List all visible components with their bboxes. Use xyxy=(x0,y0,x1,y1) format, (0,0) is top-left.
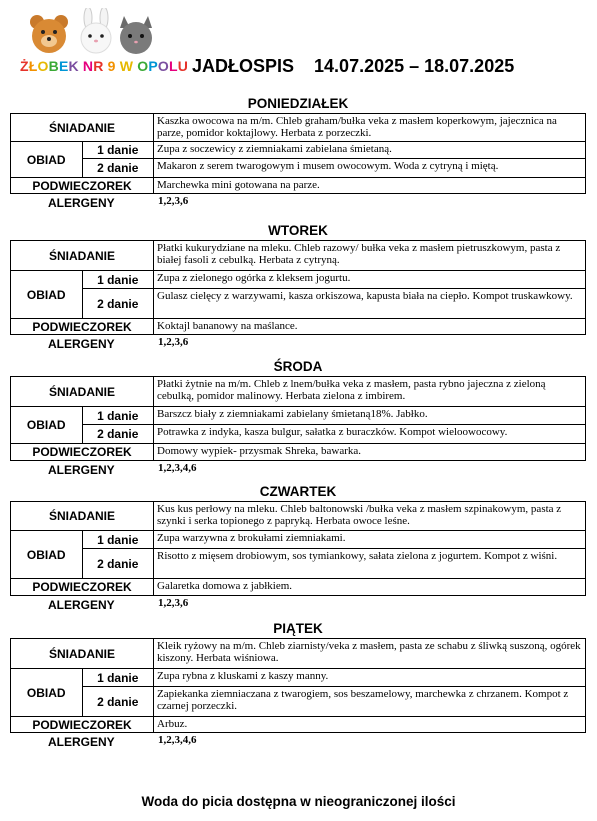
day-section-tuesday xyxy=(10,221,586,352)
allergens-label: ALERGENY xyxy=(48,598,115,612)
day-name: WTOREK xyxy=(268,223,328,238)
day-section-friday xyxy=(10,619,586,750)
snack-text: Arbuz. xyxy=(154,717,586,733)
animal-faces-icon xyxy=(20,8,170,58)
logo-letter: O xyxy=(37,58,49,74)
allergens-value: 1,2,3,6 xyxy=(158,336,189,348)
lunch-label: OBIAD xyxy=(11,531,83,579)
day-section-thursday xyxy=(10,482,586,613)
course2-text: Gulasz cielęcy z warzywami, kasza orkiszowa, kapusta biała na ciepło. Kompot truskawkowy. xyxy=(154,289,586,319)
footer-note: Woda do picia dostępna w nieograniczonej ilości xyxy=(141,794,456,809)
lunch-label: OBIAD xyxy=(11,407,83,444)
lunch-label: OBIAD xyxy=(11,271,83,319)
snack-text: Marchewka mini gotowana na parze. xyxy=(154,178,586,194)
logo-letter: 9 xyxy=(107,58,116,74)
allergens-row xyxy=(10,194,586,211)
breakfast-label: ŚNIADANIE xyxy=(11,241,154,271)
allergens-label: ALERGENY xyxy=(48,337,115,351)
lunch-label: OBIAD xyxy=(11,142,83,178)
day-section-wednesday xyxy=(10,357,586,478)
logo-letter: Ż xyxy=(20,58,29,74)
date-range: 14.07.2025 – 18.07.2025 xyxy=(314,56,515,76)
menu-table xyxy=(10,376,586,461)
breakfast-label: ŚNIADANIE xyxy=(11,639,154,669)
course1-label: 1 danie xyxy=(82,407,154,425)
breakfast-text: Kleik ryżowy na m/m. Chleb ziarnisty/veka z masłem, pasta ze schabu z śliwką suszoną, ogórek kiszony. Herbata wiśniowa. xyxy=(154,639,586,669)
course2-label: 2 danie xyxy=(82,159,154,178)
day-section-monday xyxy=(10,94,586,211)
logo-letter: O xyxy=(157,58,169,74)
course1-text: Zupa rybna z kluskami z kaszy manny. xyxy=(154,669,586,687)
logo-letter: O xyxy=(137,58,149,74)
course2-text: Makaron z serem twarogowym i musem owocowym. Woda z cytryną i miętą. xyxy=(154,159,586,178)
breakfast-text: Płatki żytnie na m/m. Chleb z lnem/bułka veka z masłem, pasta rybno jajeczna z zieloną cebulką, pomidor malinowy. Herbata zielona z imbirem. xyxy=(154,377,586,407)
page-title xyxy=(192,56,514,77)
logo-letter: N xyxy=(82,58,94,74)
day-name: PIĄTEK xyxy=(273,621,323,636)
breakfast-label: ŚNIADANIE xyxy=(11,377,154,407)
course2-label: 2 danie xyxy=(82,425,154,444)
breakfast-text: Kaszka owocowa na m/m. Chleb graham/bułka veka z masłem koperkowym, jajecznica na parze, pomidor koktajlowy. Herbata z porzeczki. xyxy=(154,114,586,142)
menu-table xyxy=(10,113,586,194)
menu-table xyxy=(10,501,586,596)
nursery-logo xyxy=(20,8,189,74)
day-name: ŚRODA xyxy=(273,359,323,374)
course2-label: 2 danie xyxy=(82,549,154,579)
course2-label: 2 danie xyxy=(82,687,154,717)
course1-label: 1 danie xyxy=(82,531,154,549)
course2-label: 2 danie xyxy=(82,289,154,319)
course1-text: Barszcz biały z ziemniakami zabielany śmietaną18%. Jabłko. xyxy=(154,407,586,425)
logo-letter: W xyxy=(119,58,134,74)
menu-table xyxy=(10,240,586,335)
allergens-row xyxy=(10,335,586,352)
course1-text: Zupa warzywna z brokułami ziemniakami. xyxy=(154,531,586,549)
allergens-row xyxy=(10,461,586,478)
breakfast-label: ŚNIADANIE xyxy=(11,114,154,142)
logo-letter: B xyxy=(48,58,59,74)
logo-letter: L xyxy=(168,58,178,74)
logo-letter: E xyxy=(58,58,69,74)
allergens-value: 1,2,3,4,6 xyxy=(158,462,197,474)
allergens-row xyxy=(10,733,586,750)
snack-label: PODWIECZOREK xyxy=(11,178,154,194)
logo-letter: Ł xyxy=(28,58,38,74)
logo-letter: K xyxy=(68,58,79,74)
snack-label: PODWIECZOREK xyxy=(11,319,154,335)
lunch-label: OBIAD xyxy=(11,669,83,717)
breakfast-text: Płatki kukurydziane na mleku. Chleb razowy/ bułka veka z masłem pietruszkowym, pasta z białej fasoli z cebulką. Herbata z cytryną. xyxy=(154,241,586,271)
allergens-value: 1,2,3,6 xyxy=(158,195,189,207)
day-name: PONIEDZIAŁEK xyxy=(247,96,349,111)
logo-text xyxy=(20,58,189,74)
allergens-label: ALERGENY xyxy=(48,196,115,210)
snack-label: PODWIECZOREK xyxy=(11,579,154,596)
course1-label: 1 danie xyxy=(82,271,154,289)
course1-label: 1 danie xyxy=(82,669,154,687)
menu-table xyxy=(10,638,586,733)
course2-text: Zapiekanka ziemniaczana z twarogiem, sos beszamelowy, marchewka z chrzanem. Kompot z czarnej porzeczki. xyxy=(154,687,586,717)
course1-text: Zupa z zielonego ogórka z kleksem jogurtu. xyxy=(154,271,586,289)
allergens-value: 1,2,3,4,6 xyxy=(158,734,197,746)
course1-text: Zupa z soczewicy z ziemniakami zabielana śmietaną. xyxy=(154,142,586,159)
allergens-row xyxy=(10,596,586,613)
logo-letter: P xyxy=(148,58,158,74)
allergens-value: 1,2,3,6 xyxy=(158,597,189,609)
snack-text: Koktajl bananowy na maślance. xyxy=(154,319,586,335)
course1-label: 1 danie xyxy=(82,142,154,159)
allergens-label: ALERGENY xyxy=(48,463,115,477)
day-name: CZWARTEK xyxy=(259,484,337,499)
snack-label: PODWIECZOREK xyxy=(11,717,154,733)
snack-text: Domowy wypiek- przysmak Shreka, bawarka. xyxy=(154,444,586,461)
course2-text: Risotto z mięsem drobiowym, sos tymiankowy, sałata zielona z jogurtem. Kompot z wiśni. xyxy=(154,549,586,579)
breakfast-label: ŚNIADANIE xyxy=(11,502,154,531)
allergens-label: ALERGENY xyxy=(48,735,115,749)
title-word: JADŁOSPIS xyxy=(192,56,295,76)
logo-letter: R xyxy=(93,58,104,74)
course2-text: Potrawka z indyka, kasza bulgur, sałatka z buraczków. Kompot wieloowocowy. xyxy=(154,425,586,444)
breakfast-text: Kus kus perłowy na mleku. Chleb baltonowski /bułka veka z masłem szpinakowym, pasta z szynki i serka topionego z papryką. Herbata owoce leśne. xyxy=(154,502,586,531)
snack-text: Galaretka domowa z jabłkiem. xyxy=(154,579,586,596)
logo-letter: U xyxy=(177,58,189,74)
snack-label: PODWIECZOREK xyxy=(11,444,154,461)
